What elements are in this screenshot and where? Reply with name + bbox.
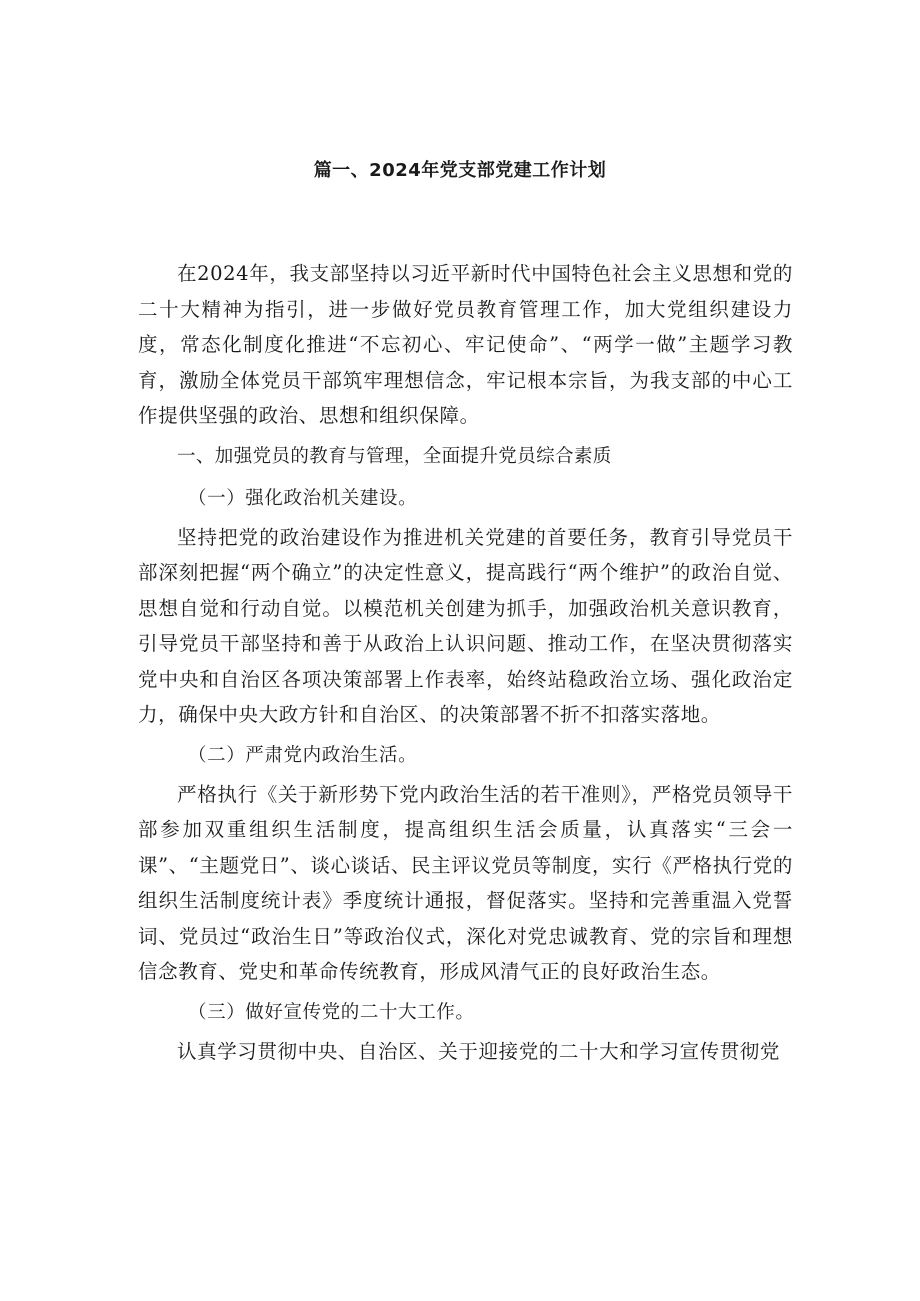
document-title: 篇一、2024年党支部党建工作计划 [313,160,607,181]
subsection-heading-2: （二）严肃党内政治生活。 [188,744,418,766]
intro-paragraph: 在2024年，我支部坚持以习近平新时代中国特色社会主义思想和党的二十大精神为指引，进一步做好党员教育管理工作，加大党组织建设力度，常态化制度化推进“不忘初心、牢记使命”、“两学一做”主题学习教育，激励全体党员干部筑牢理想信念，牢记根本宗旨，为我支部的中心工作提供坚强的政治、思想和组织保障。 [138,262,793,427]
document-body [138,256,793,1071]
subsection-paragraph-3: 认真学习贯彻中央、自治区、关于迎接党的二十大和学习宣传贯彻党 [177,1039,781,1063]
subsection-paragraph-1: 坚持把党的政治建设作为推进机关党建的首要任务，教育引导党员干部深刻把握“两个确立”的决定性意义，提高践行“两个维护”的政治自觉、思想自觉和行动自觉。以模范机关创建为抓手，加强政治机关意识教育，引导党员干部坚持和善于从政治上认识问题、推动工作，在坚决贯彻落实党中央和自治区各项决策部署上作表率，始终站稳政治立场、强化政治定力，确保中央大政方针和自治区、的决策部署不折不扣落实落地。 [138,525,793,726]
subsection-paragraph-2: 严格执行《关于新形势下党内政治生活的若干准则》，严格党员领导干部参加双重组织生活制度，提高组织生活会质量，认真落实“三会一课”、“主题党日”、谈心谈话、民主评议党员等制度，实行《严格执行党的组织生活制度统计表》季度统计通报，督促落实。坚持和完善重温入党誓词、党员过“政治生日”等政治仪式，深化对党忠诚教育、党的宗旨和理想信念教育、党史和革命传统教育，形成风清气正的良好政治生态。 [138,782,793,983]
subsection-heading-1: （一）强化政治机关建设。 [188,487,418,509]
subsection-heading-3: （三）做好宣传党的二十大工作。 [188,1001,475,1023]
section-heading: 一、加强党员的教育与管理，全面提升党员综合素质 [177,445,612,467]
